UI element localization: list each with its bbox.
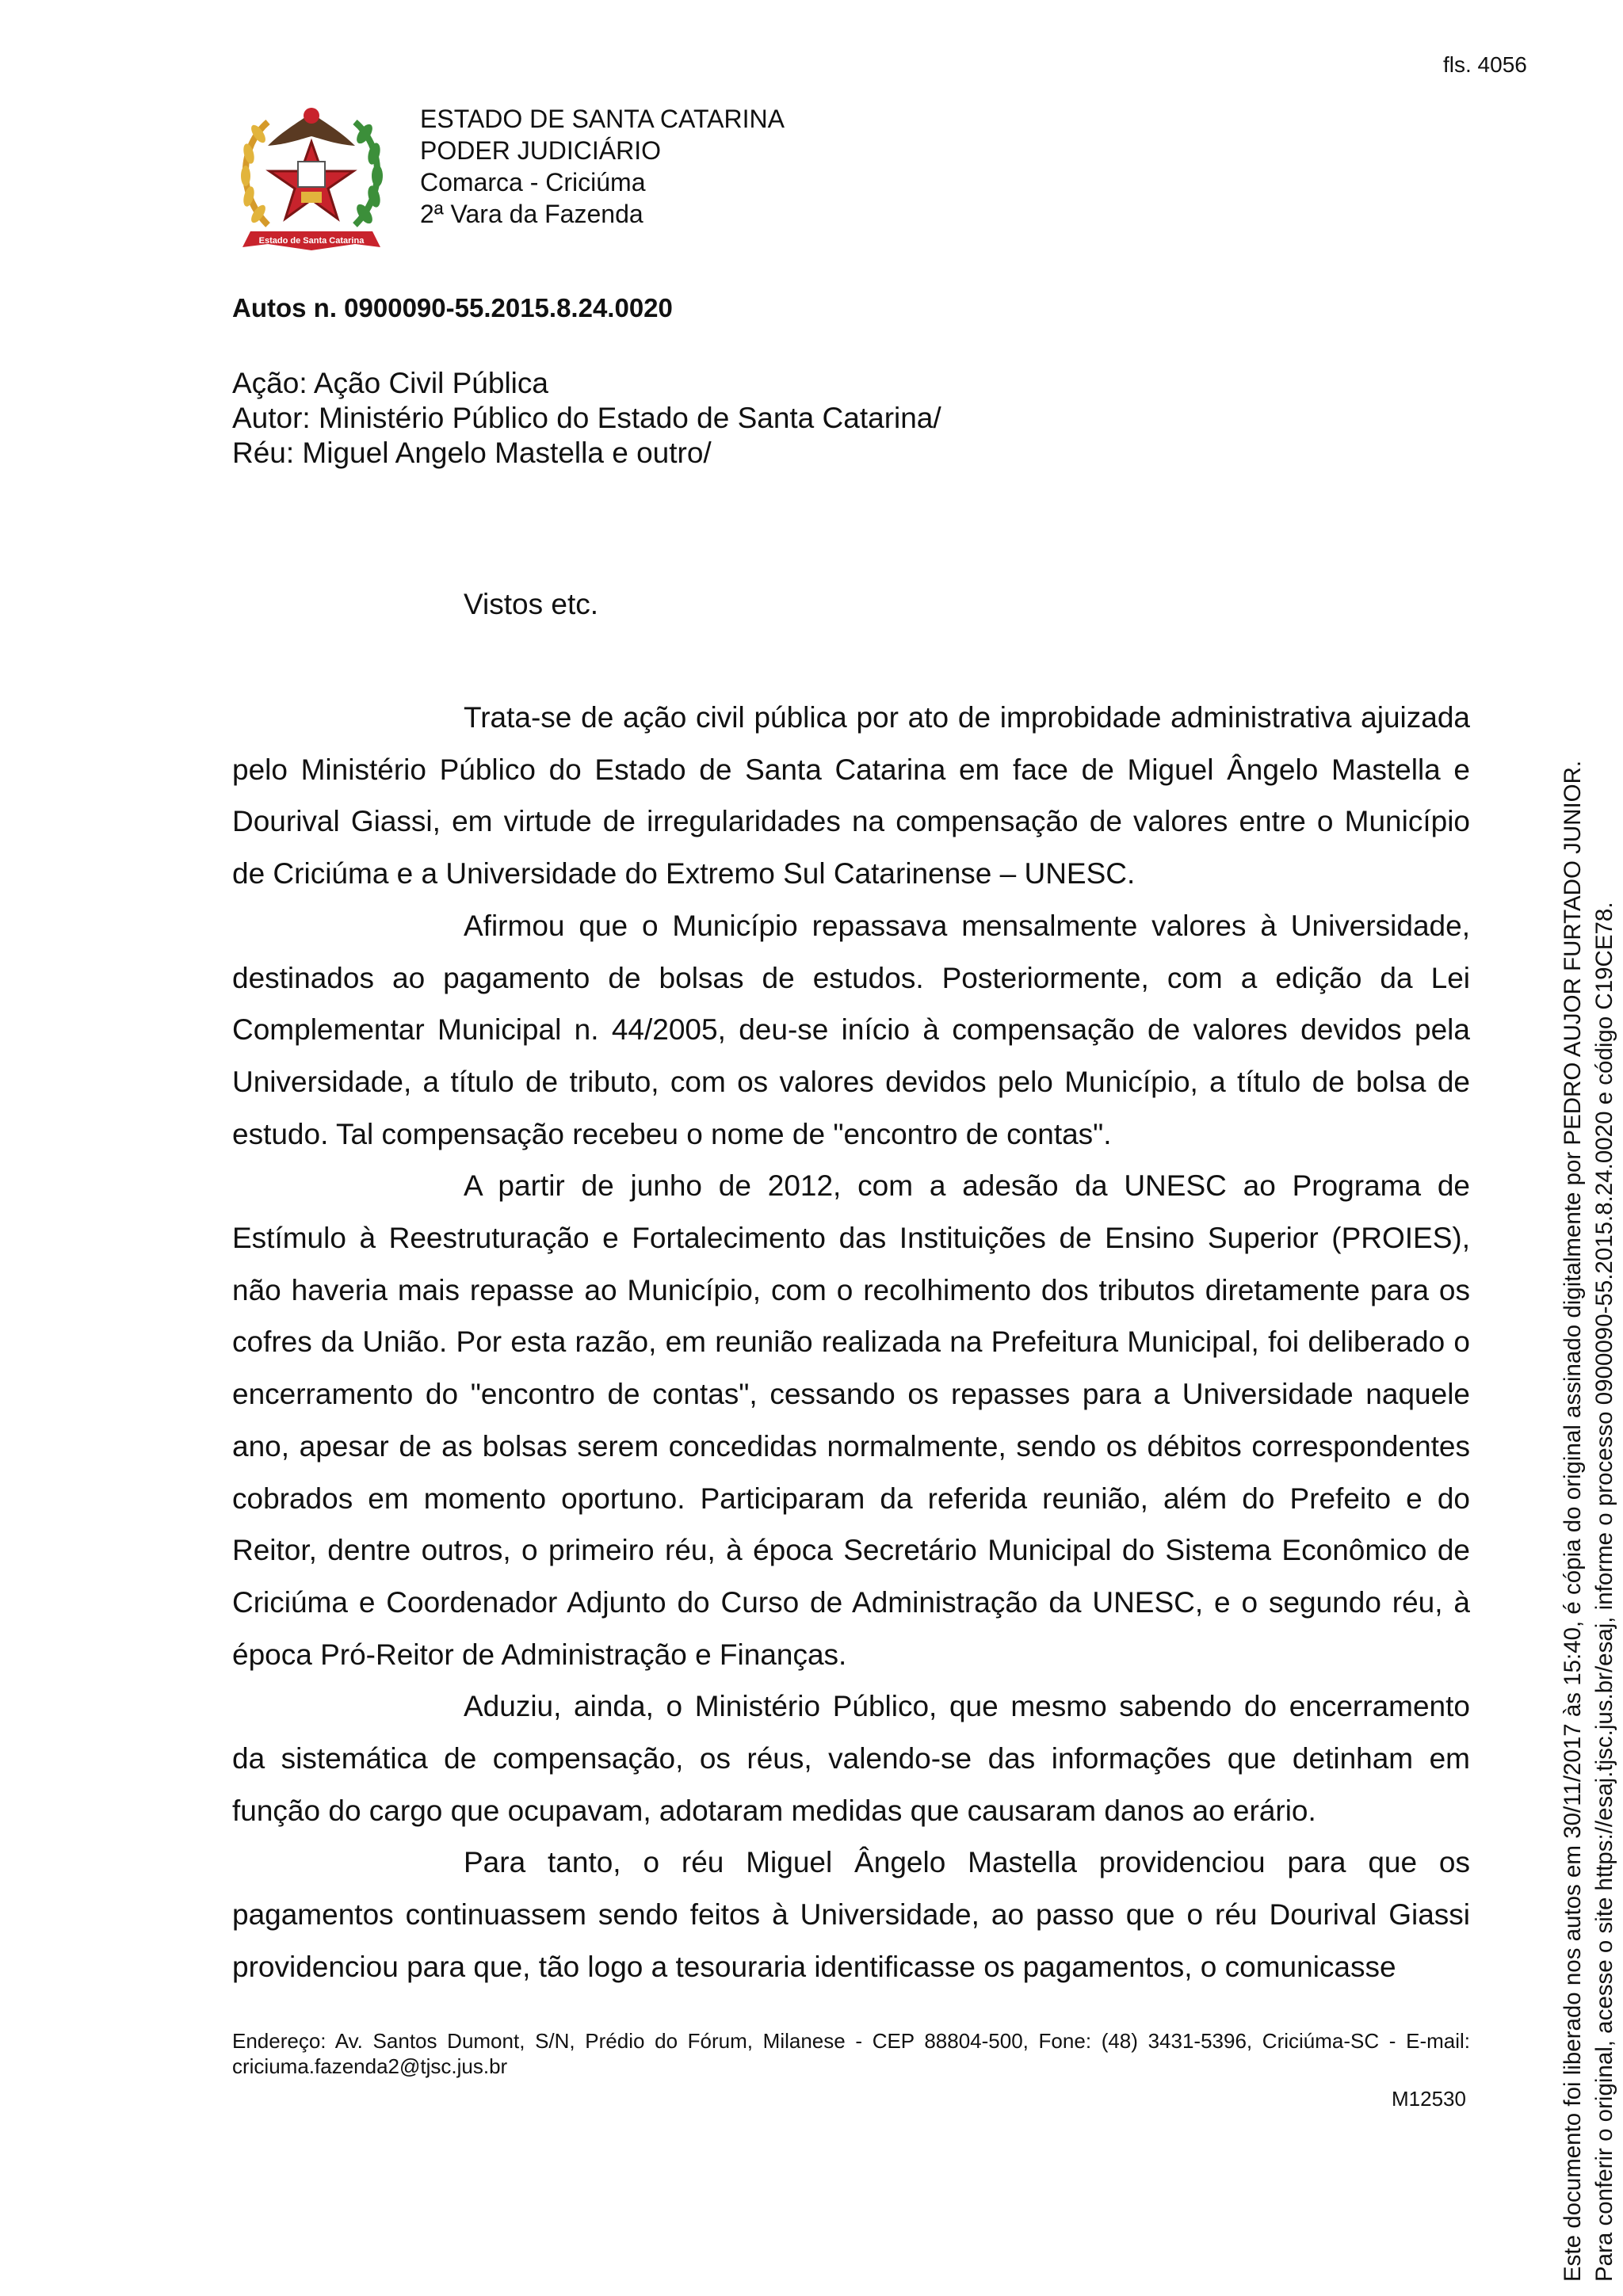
court-header [420,103,785,230]
action-type: Ação: Ação Civil Pública [232,367,548,399]
verification-line: Para conferir o original, acesse o site https://esaj.tjsc.jus.br/esaj, informe o processo 0900090-55.2015.8.24.0020 e código C19CE78. [1591,902,1617,2282]
page-number: fls. 4056 [1443,52,1527,77]
document-body [232,692,1470,1993]
header-state: ESTADO DE SANTA CATARINA [420,105,785,133]
paragraph: Trata-se de ação civil pública por ato de improbidade administrativa ajuizada pelo Ministério Público do Estado de Santa Catarina em face de Miguel Ângelo Mastella e Dourival Giassi, em virtude de irregularidades na compensação de valores entre o Município de Criciúma e a Universidade do Extremo Sul Catarinense – UNESC. [232,701,1470,891]
case-number: Autos n. 0900090-55.2015.8.24.0020 [232,293,673,322]
footer-address: Endereço: Av. Santos Dumont, S/N, Prédio do Fórum, Milanese - CEP 88804-500, Fone: (48) 3431-5396, Criciúma-SC - E-mail: criciuma.fazenda2@tjsc.jus.br [232,2029,1470,2078]
footer-code: M12530 [1392,2087,1466,2111]
header-judiciary: PODER JUDICIÁRIO [420,136,662,165]
signature-line: Este documento foi liberado nos autos em 30/11/2017 às 15:40, é cópia do original assinado digitalmente por PEDRO AUJOR FURTADO JUNIOR. [1560,760,1586,2282]
header-court: 2ª Vara da Fazenda [420,200,643,228]
state-coat-of-arms [236,98,387,261]
header-district: Comarca - Criciúma [420,168,646,196]
case-parties [232,366,941,471]
paragraph: Afirmou que o Município repassava mensalmente valores à Universidade, destinados ao pagamento de bolsas de estudos. Posteriormente, com a edição da Lei Complementar Municipal n. 44/2005, deu-se início à compensação de valores devidos pela Universidade, a título de tributo, com os valores devidos pelo Município, a título de bolsa de estudo. Tal compensação recebeu o nome de "encontro de contas". [232,909,1470,1150]
plaintiff: Autor: Ministério Público do Estado de Santa Catarina/ [232,402,941,434]
paragraph: Aduziu, ainda, o Ministério Público, que mesmo sabendo do encerramento da sistemática de compensação, os réus, valendo-se das informações que detinham em função do cargo que ocupavam, adotaram medidas que causaram danos ao erário. [232,1690,1470,1827]
opening-line: Vistos etc. [464,588,599,620]
paragraph: Para tanto, o réu Miguel Ângelo Mastella providenciou para que os pagamentos continuassem sendo feitos à Universidade, ao passo que o réu Dourival Giassi providenciou para que, tão logo a tesouraria identificasse os pagamentos, o comunicasse [232,1846,1470,1983]
digital-signature-note [1557,761,1621,2282]
defendant: Réu: Miguel Angelo Mastella e outro/ [232,437,712,469]
paragraph: A partir de junho de 2012, com a adesão da UNESC ao Programa de Estímulo à Reestruturação e Fortalecimento das Instituições de Ensino Superior (PROIES), não haveria mais repasse ao Município, com o recolhimento dos tributos diretamente para os cofres da União. Por esta razão, em reunião realizada na Prefeitura Municipal, foi deliberado o encerramento do "encontro de contas", cessando os repasses para a Universidade naquele ano, apesar de as bolsas serem concedidas normalmente, sendo os débitos correspondentes cobrados em momento oportuno. Participaram da referida reunião, além do Prefeito e do Reitor, dentre outros, o primeiro réu, à época Secretário Municipal do Sistema Econômico de Criciúma e Coordenador Adjunto do Curso de Administração da UNESC, e o segundo réu, à época Pró-Reitor de Administração e Finanças. [232,1169,1470,1671]
crest-ribbon-text: Estado de Santa Catarina [258,236,365,246]
